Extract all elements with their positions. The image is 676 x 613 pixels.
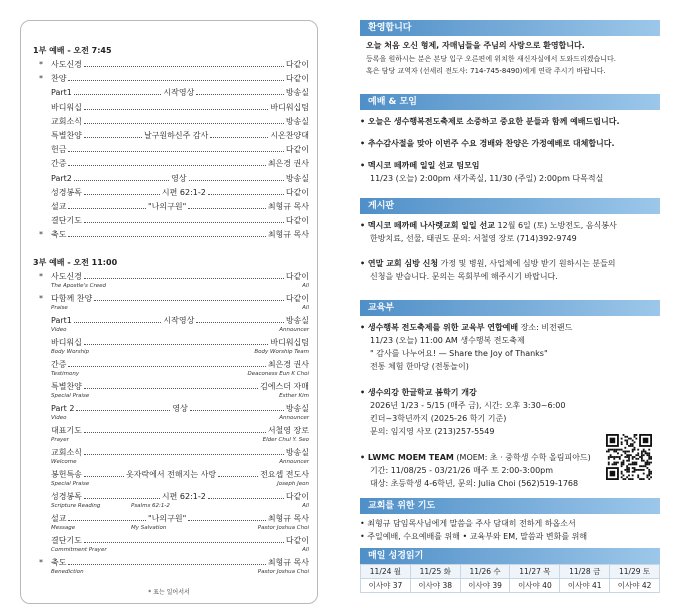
program-row	[35, 491, 309, 502]
program-row	[35, 87, 309, 98]
program-item-label: 다함께 찬양	[51, 294, 93, 303]
program-row	[35, 201, 309, 212]
education-detail: 2026년 1/23 - 5/15 (매주 금), 시간: 오후 3:30~6:00	[370, 401, 566, 410]
board-item-detail: 신청을 받습니다. 문의는 목회부에 해주시기 바랍니다.	[370, 272, 558, 281]
education-item: • 생수의강 한글학교 봄학기 개강	[360, 388, 477, 397]
english-caption: All	[302, 283, 309, 289]
board-item-detail: 한방치료, 선물, 태권도 문의: 서철영 장로 (714)392-9749	[370, 234, 577, 243]
english-caption: Announcer	[279, 327, 309, 333]
standing-footnote: * 표는 일어서서	[148, 589, 190, 596]
program-row-english	[51, 524, 309, 532]
program-item-leader: 최형규 목사	[267, 230, 309, 240]
program-item-detail: 영상	[171, 173, 187, 183]
program-row	[35, 102, 309, 113]
program-item-label: 결단기도	[51, 216, 82, 226]
board-header: 게시판	[360, 198, 660, 214]
program-row	[35, 359, 309, 370]
english-caption: All	[302, 503, 309, 509]
english-caption: Video	[51, 415, 67, 421]
program-item-leader: 최형규 목사	[267, 202, 309, 211]
program-item-leader: 서철영 장로	[267, 426, 309, 435]
program-item-leader: 김에스더 자매	[260, 382, 309, 391]
prayer-item: • 주일예배, 수요예배를 위해 • 교육부와 EM, 말씀과 변화를 위해	[360, 532, 588, 541]
program-item-label: 헌금	[51, 145, 67, 155]
standing-marker: *	[39, 230, 43, 240]
program-row-english	[51, 348, 309, 356]
english-caption: Message	[51, 525, 76, 531]
order-of-worship-panel	[20, 20, 318, 604]
program-row-english	[51, 370, 309, 378]
program-row	[35, 337, 309, 348]
reading-passage: 이사야 38	[410, 579, 460, 593]
english-caption: Prayer	[51, 437, 69, 443]
education-detail: 킨더~3학년까지 (2025-26 학기 기준)	[370, 414, 507, 423]
standing-marker: *	[39, 272, 43, 281]
prayer-header: 교회를 위한 기도	[360, 498, 660, 514]
prayer-item: • 최형규 담임목사님에게 말씀을 주사 담대히 전하게 하옵소서	[360, 519, 576, 528]
english-caption: Joseph Jeon	[277, 481, 309, 487]
worship-header: 예배 & 모임	[360, 94, 660, 110]
program-row-english	[51, 326, 309, 334]
program-item-leader: 방송실	[285, 88, 309, 98]
english-caption: Body Worship Team	[254, 349, 309, 355]
program-item-leader: 다같이	[285, 272, 309, 281]
program-item-leader: 바디워십팀	[270, 338, 309, 347]
welcome-line: 혹은 담당 교역자 (선세리 전도사: 714-745-8490)에게 연락 주시기 바랍니다.	[366, 67, 606, 75]
program-item-leader: 전요셉 전도사	[260, 470, 309, 479]
english-caption: Special Praise	[51, 393, 90, 399]
program-item-leader: 최형규 목사	[267, 558, 309, 567]
english-caption: Commitment Prayer	[51, 547, 107, 553]
program-row	[35, 187, 309, 198]
program-item-label: 사도신경	[51, 60, 82, 69]
program-item-label: 봉헌특송	[51, 470, 82, 479]
program-row	[35, 229, 309, 240]
worship-item: • 추수감사절을 맞아 이번주 수요 경배와 찬양은 가정예배로 대체합니다.	[360, 139, 615, 148]
program-row	[35, 381, 309, 392]
program-row	[35, 116, 309, 127]
program-item-label: 설교	[51, 202, 67, 211]
reading-day: 11/26 수	[460, 565, 510, 579]
education-item: • 생수행복 전도축제를 위한 교육부 연합예배 장소: 비전랜드	[360, 323, 573, 332]
education-detail: " 감사를 나누어요! — Share the Joy of Thanks"	[370, 349, 548, 358]
reading-passage: 이사야 41	[560, 579, 610, 593]
english-caption: Special Praise	[51, 481, 90, 487]
program-item-detail: 옷자락에서 전해지는 사랑	[125, 470, 217, 479]
program-item-label: 교회소식	[51, 116, 82, 126]
reading-passage: 이사야 39	[460, 579, 510, 593]
english-caption: Deaconess Eun K Choi	[247, 371, 309, 377]
education-item: • LWMC MOEM TEAM (MOEM: 초 · 중학생 수학 올림피아드)	[360, 453, 591, 462]
program-row	[35, 513, 309, 524]
program-row	[35, 557, 309, 568]
program-row	[35, 215, 309, 226]
board-item: • 멕시코 떼까떼 나사렛교회 일일 선교 12월 6일 (토) 노방전도, 음식봉사	[360, 221, 617, 230]
worship-item: • 오늘은 생수행복전도축제로 소중하고 중요한 분들과 함께 예배드립니다.	[360, 117, 620, 126]
program-row-english	[51, 546, 309, 554]
english-caption: Pastor Joshua Choi	[257, 525, 309, 531]
program-row	[35, 293, 309, 304]
program-item-leader: 방송실	[285, 173, 310, 183]
program-row-english	[51, 392, 309, 400]
program-item-leader: 다같이	[285, 74, 309, 84]
program-item-leader: 방송실	[285, 404, 309, 413]
english-caption: Welcome	[51, 459, 77, 465]
education-detail: 대상: 초등학생 4-6학년, 문의: Julia Choi (562)519-1768	[370, 479, 579, 488]
reading-day: 11/24 월	[361, 565, 411, 579]
program-row-english	[51, 480, 309, 488]
english-caption: All	[302, 305, 309, 311]
program-row	[35, 173, 309, 184]
program-item-leader: 다같이	[285, 187, 309, 197]
program-row	[35, 73, 309, 84]
program-item-detail: 시작영상	[163, 88, 195, 98]
english-caption: Video	[51, 327, 67, 333]
bible-reading-table	[360, 564, 660, 593]
program-row	[35, 447, 309, 458]
english-caption: Body Worship	[51, 349, 90, 355]
program-item-leader: 다같이	[285, 145, 309, 155]
program-item-leader: 다같이	[285, 536, 309, 545]
service3-title: 3부 예배 - 오전 11:00	[33, 258, 118, 267]
program-item-label: 대표기도	[51, 426, 82, 435]
english-caption: Praise	[51, 305, 68, 311]
program-item-label: Part1	[51, 88, 72, 98]
program-item-leader: 다같이	[285, 294, 309, 303]
welcome-line: 등록을 원하시는 분은 본당 입구 오른편에 위치한 새신자실에서 도와드리겠습니다.	[366, 55, 616, 63]
program-item-leader: 최은경 권사	[267, 360, 309, 369]
english-caption: Elder Chul Y. Seo	[262, 437, 309, 443]
english-caption: Pastor Joshua Choi	[257, 569, 309, 575]
program-row	[35, 425, 309, 436]
standing-marker: *	[39, 60, 43, 69]
program-item-detail: 시편 62:1-2	[161, 187, 206, 197]
program-item-label: 축도	[51, 230, 67, 240]
program-item-leader: 다같이	[285, 492, 309, 501]
program-item-detail: 날구원하신주 감사	[143, 131, 209, 140]
program-item-detail: 영상	[172, 404, 188, 413]
program-item-label: 간증	[51, 360, 67, 369]
program-item-label: 찬양	[51, 74, 67, 84]
program-row-english	[51, 458, 309, 466]
program-item-label: 바디워십	[51, 338, 82, 347]
education-detail: 문의: 임지영 사모 (213)257-5549	[370, 427, 495, 436]
program-item-label: 축도	[51, 558, 67, 567]
reading-passage: 이사야 40	[510, 579, 560, 593]
english-caption: Testimony	[51, 371, 80, 377]
program-item-leader: 최형규 목사	[267, 514, 309, 523]
standing-marker: *	[39, 74, 43, 84]
reading-passage: 이사야 37	[361, 579, 411, 593]
program-row	[35, 271, 309, 282]
program-item-leader: 바디워십팀	[270, 102, 309, 112]
program-item-label: 사도신경	[51, 272, 82, 281]
standing-marker: *	[39, 294, 43, 303]
program-item-label: 설교	[51, 514, 67, 523]
program-row	[35, 315, 309, 326]
program-item-detail: "나의구원"	[148, 202, 187, 211]
education-header: 교육부	[360, 300, 660, 316]
reading-day: 11/29 토	[610, 565, 660, 579]
program-item-leader: 방송실	[285, 116, 309, 126]
english-caption: Esther Kim	[279, 393, 309, 399]
program-row	[35, 535, 309, 546]
english-caption: Announcer	[279, 415, 309, 421]
english-caption: My Salvation	[131, 525, 167, 531]
program-item-label: 특별찬양	[51, 382, 82, 391]
english-caption: Benediction	[51, 569, 84, 575]
worship-item: • 멕시코 떼까떼 일일 선교 팀모임	[360, 161, 480, 170]
english-caption: Psalms 62:1-2	[131, 503, 170, 509]
english-caption: Scripture Reading	[51, 503, 101, 509]
program-row	[35, 403, 309, 414]
program-item-label: 바디워십	[51, 102, 82, 112]
program-row-english	[51, 568, 309, 576]
program-item-label: 성경봉독	[51, 492, 82, 501]
service1-title: 1부 예배 - 오전 7:45	[33, 46, 112, 55]
program-item-leader: 다같이	[285, 216, 309, 226]
qr-code-icon[interactable]	[606, 434, 652, 480]
program-item-detail: "나의구원"	[148, 514, 187, 523]
education-detail: 11/23 (오늘) 11:00 AM 생수행복 전도축제	[370, 336, 525, 345]
program-row	[35, 59, 309, 70]
program-item-label: 특별찬양	[51, 131, 82, 140]
program-item-label: 간증	[51, 159, 67, 169]
welcome-header: 환영합니다	[360, 20, 660, 36]
program-item-detail: 시작영상	[163, 316, 195, 325]
reading-day: 11/28 금	[560, 565, 610, 579]
english-caption: The Apostle's Creed	[51, 283, 107, 289]
reading-day: 11/27 목	[510, 565, 560, 579]
board-item: • 연말 교회 심방 신청 가정 및 병원, 사업체에 심방 받기 원하시는 분들의	[360, 259, 616, 268]
english-caption: Announcer	[279, 459, 309, 465]
program-item-leader: 최은경 권사	[267, 159, 309, 169]
program-item-leader: 시온찬양대	[270, 131, 309, 140]
program-item-label: 교회소식	[51, 448, 82, 457]
reading-passage: 이사야 42	[610, 579, 660, 593]
program-item-label: Part 2	[51, 404, 75, 413]
worship-item-detail: 11/23 (오늘) 2:00pm 새가족실, 11/30 (주일) 2:00pm 다목적실	[370, 174, 604, 183]
program-row	[35, 469, 309, 480]
reading-day: 11/25 화	[410, 565, 460, 579]
program-item-leader: 다같이	[285, 60, 309, 69]
program-row-english	[51, 502, 309, 510]
program-row	[35, 144, 309, 155]
program-item-label: Part1	[51, 316, 72, 325]
education-detail: 기간: 11/08/25 - 03/21/26 매주 토 2:00-3:00pm	[370, 466, 554, 475]
program-item-label: 성경봉독	[51, 187, 82, 197]
welcome-line: 오늘 처음 오신 형제, 자매님들을 주님의 사랑으로 환영합니다.	[366, 41, 585, 50]
english-caption: All	[302, 547, 309, 553]
program-item-leader: 방송실	[285, 316, 309, 325]
program-row-english	[51, 282, 309, 290]
program-row-english	[51, 436, 309, 444]
program-item-detail: 시편 62:1-2	[161, 492, 206, 501]
program-item-label: Part2	[51, 173, 72, 183]
program-row-english	[51, 304, 309, 312]
standing-marker: *	[39, 558, 43, 567]
program-item-label: 결단기도	[51, 536, 82, 545]
education-detail: 전통 체험 한마당 (전통놀이)	[370, 362, 469, 371]
program-row-english	[51, 414, 309, 422]
program-row	[35, 130, 309, 141]
program-item-leader: 방송실	[285, 448, 309, 457]
program-row	[35, 158, 309, 169]
reading-header: 매일 성경읽기	[360, 548, 660, 564]
